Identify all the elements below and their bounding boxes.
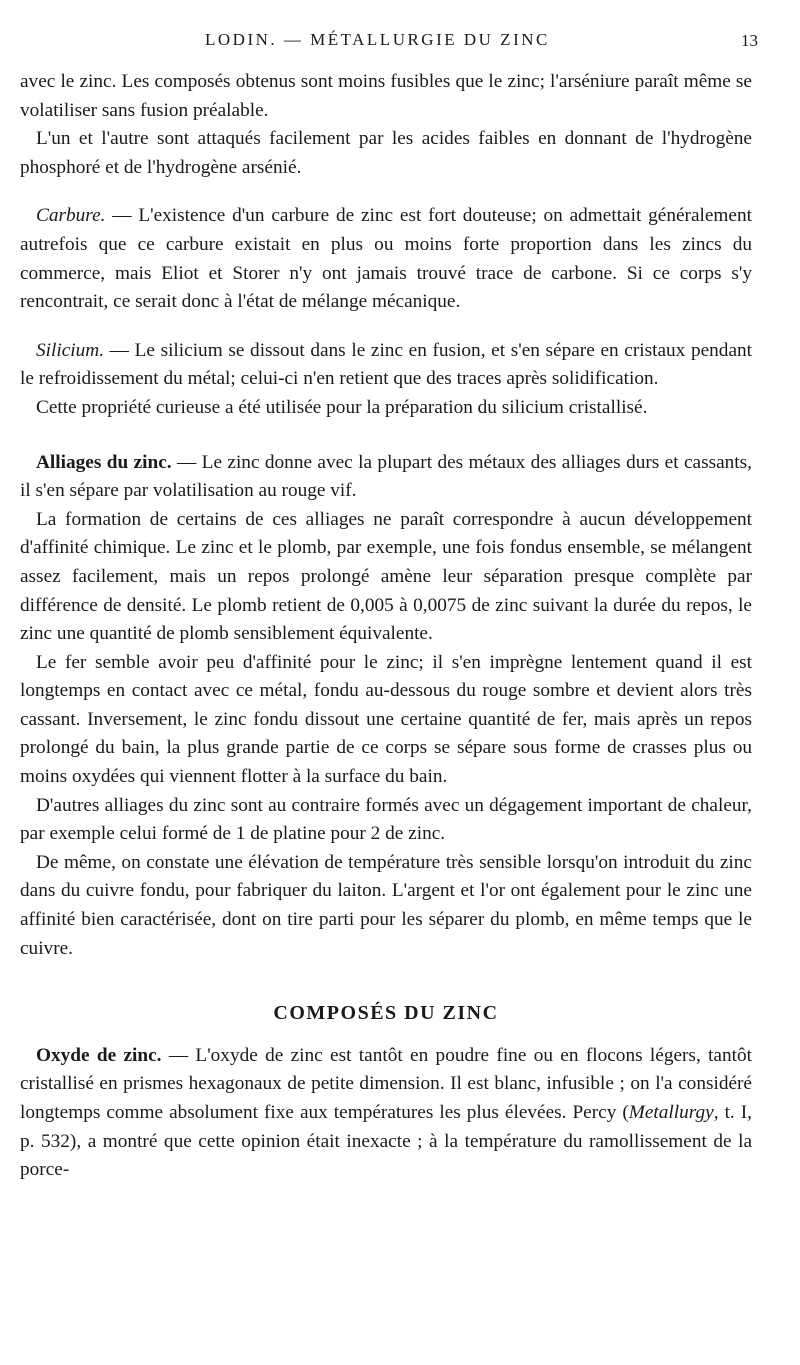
paragraph-platine: D'autres alliages du zinc sont au contraire formés avec un dégagement important de chaleur, par exemple celui formé de 1 de platine pour 2 de zinc. [20, 794, 752, 845]
section-heading: COMPOSÉS DU ZINC [273, 1002, 499, 1025]
runin-alliages: Alliages du zinc. [36, 451, 172, 473]
text-alliages: — Le zinc donne avec la plupart des métaux des alliages durs et cassants, il s'en sépare par volatilisation au rouge vif. [20, 451, 752, 502]
paragraph-acides: L'un et l'autre sont attaqués facilement par les acides faibles en donnant de l'hydrogène phosphoré et de l'hydrogène arsénié. [20, 128, 752, 178]
paragraph-zinc-plomb: La formation de certains de ces alliages ne paraît correspondre à aucun développement d'affinité chimique. Le zinc et le plomb, par exemple, une fois fondus ensemble, se mélangent assez facilement, mais un repos prolongé amène leur séparation presque complète par différence de densité. Le plomb retient de 0,005 à 0,0075 de zinc suivant la durée du repos, le zinc une quantité de plomb sensiblement équivalente. [20, 508, 752, 645]
paragraph-arsenic-continuation: avec le zinc. Les composés obtenus sont moins fusibles que le zinc; l'arséniure paraît même se volatiliser sans fusion préalable. [20, 71, 752, 121]
text-silicium: — Le silicium se dissout dans le zinc en fusion, et s'en sépare en cristaux pendant le refroidissement du métal; celui-ci n'en retient que des traces après solidification. [20, 339, 752, 390]
paragraph-carbure [20, 202, 752, 316]
runin-silicium: Silicium. [36, 339, 105, 361]
text-oxyde-2: , t. I, p. 532), a montré que cette opinion était inexacte ; à la température du ramollissement de la porce- [20, 1102, 752, 1181]
runin-oxyde: Oxyde de zinc. [36, 1044, 162, 1066]
paragraph-silicium [20, 337, 752, 394]
paragraph-silicium-cristallise: Cette propriété curieuse a été utilisée pour la préparation du silicium cristallisé. [36, 396, 648, 418]
paragraph-oxyde [20, 1042, 752, 1185]
text-carbure: — L'existence d'un carbure de zinc est fort douteuse; on admettait généralement autrefois que ce carbure existait en plus ou moins forte proportion dans les zincs du commerce, mais Eliot et Storer n'y ont jamais trouvé trace de carbone. Si ce corps s'y rencontrait, ce serait donc à l'état de mélange mécanique. [20, 205, 752, 313]
page-number: 13 [741, 31, 758, 50]
page-header [0, 30, 800, 54]
text-oxyde-1: — L'oxyde de zinc est tantôt en poudre fine ou en flocons légers, tantôt cristallisé en prismes hexagonaux de petite dimension. Il est blanc, infusible ; on l'a considéré longtemps comme absolument fixe aux températures les plus élevées. Percy ( [20, 1044, 752, 1123]
paragraph-cuivre: De même, on constate une élévation de température très sensible lorsqu'on introduit du zinc dans du cuivre fondu, pour fabriquer du laiton. L'argent et l'or ont également pour le zinc une affinité bien caractérisée, dont on tire parti pour les séparer du plomb, en même temps que le cuivre. [20, 851, 752, 959]
running-title: LODIN. — MÉTALLURGIE DU ZINC [205, 30, 550, 49]
page-body [20, 68, 752, 1185]
paragraph-fer: Le fer semble avoir peu d'affinité pour le zinc; il s'en imprègne lentement quand il est longtemps en contact avec ce métal, fondu au-dessous du rouge sombre et devient alors très cassant. Inversement, le zinc fondu dissout une certaine quantité de fer, mais après un repos prolongé du bain, la plus grande partie de ce corps se sépare sous forme de crasses plus ou moins oxydées qui viennent flotter à la surface du bain. [20, 651, 752, 788]
citation-metallurgy: Metallurgy [628, 1102, 714, 1123]
paragraph-alliages [20, 449, 752, 506]
runin-carbure: Carbure. [36, 205, 106, 227]
